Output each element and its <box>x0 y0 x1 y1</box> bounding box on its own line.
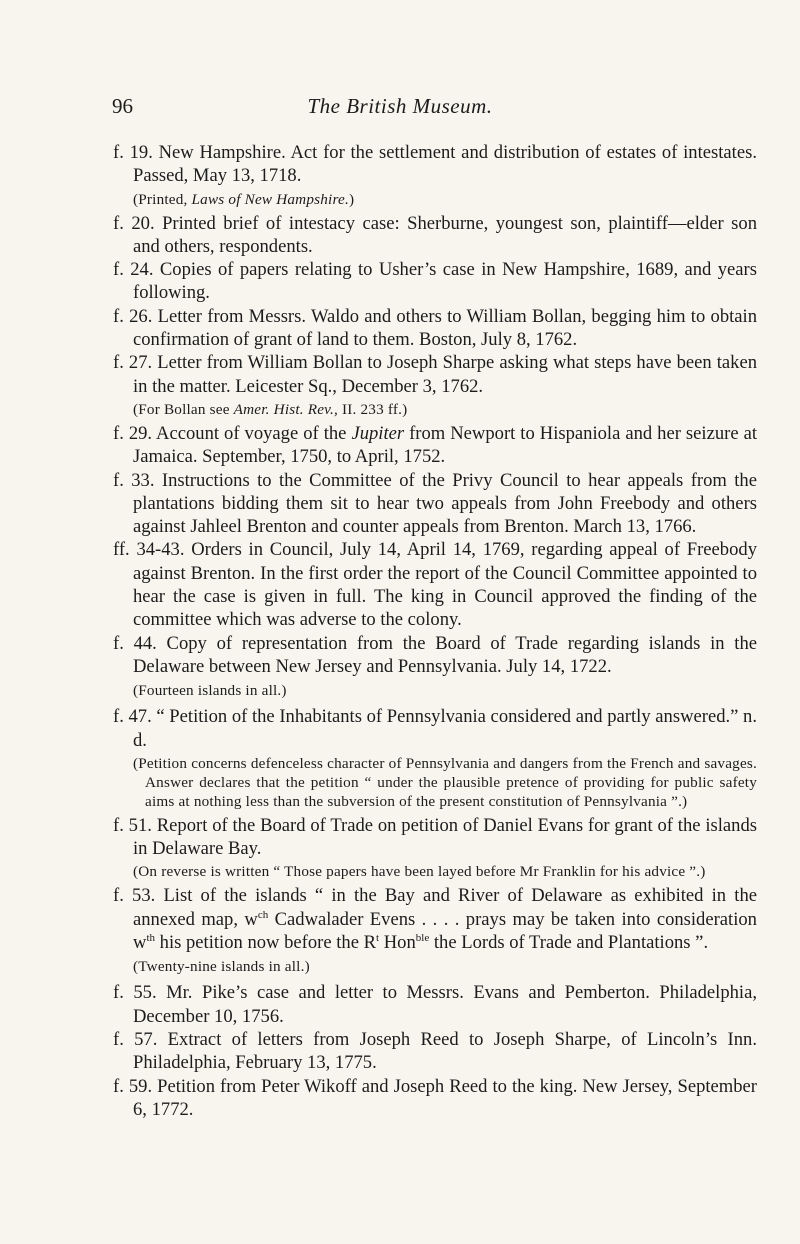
ship-name: Jupiter <box>351 422 405 444</box>
entry-ff34-43: ff. 34-43. Orders in Council, July 14, April 14, 1769, regarding appeal of Freebody against Brenton. In the first order the report of the Council Committee appointed to hear the case is given in full. The king in Council approved the finding of the committee which was adverse to the colony. <box>113 539 757 631</box>
page-number: 96 <box>112 94 133 118</box>
superscript: t <box>376 931 380 944</box>
entry-text: f. 29. Account of voyage of the <box>113 422 352 444</box>
entry-f26: f. 26. Letter from Messrs. Waldo and others to William Bollan, begging him to obtain confirmation of grant of land to them. Boston, July 8, 1762. <box>113 305 757 351</box>
entry-f29 <box>113 422 757 469</box>
note-text: (For Bollan see <box>133 400 234 418</box>
note-italic-title: Amer. Hist. Rev., <box>233 400 338 418</box>
entry-note-fourteen: (Fourteen islands in all.) <box>133 682 287 700</box>
entry-f47: f. 47. “ Petition of the Inhabitants of Pennsylvania considered and partly answered.” n. d. <box>113 706 757 751</box>
entry-text: f. 53. List of the islands “ in the Bay and River of Delaware as exhibited in the annexed map, w <box>113 885 757 930</box>
entry-note-petition: (Petition concerns defenceless character of Pennsylvania and dangers from the French and savages. Answer declares that the petition “ under the plausible pretence of providing for public safety aims at nothing less than the subversion of the present constitution of Pennsylvania ”.) <box>133 754 757 810</box>
note-text: (Printed, <box>133 190 192 208</box>
entry-f55: f. 55. Mr. Pike’s case and letter to Messrs. Evans and Pemberton. Philadelphia, December 10, 1756. <box>113 982 757 1027</box>
entry-note-reverse: (On reverse is written “ Those papers have been layed before Mr Franklin for his advice ”.) <box>133 863 706 881</box>
entry-text: his petition now before the R <box>155 932 377 954</box>
entry-note-bollan <box>113 400 757 419</box>
note-italic-title: Laws of New Hampshire. <box>191 190 349 208</box>
entry-list <box>113 141 757 1121</box>
running-title: The British Museum. <box>307 94 493 118</box>
entry-f24: f. 24. Copies of papers relating to Usher’s case in New Hampshire, 1689, and years following. <box>113 259 757 304</box>
entry-text: the Lords of Trade and Plantations ”. <box>429 932 709 954</box>
note-text: II. 233 ff.) <box>337 400 408 418</box>
entry-f51: f. 51. Report of the Board of Trade on petition of Daniel Evans for grant of the islands in Delaware Bay. <box>113 814 757 860</box>
entry-f59: f. 59. Petition from Peter Wikoff and Joseph Reed to the king. New Jersey, September 6, 1772. <box>113 1075 757 1120</box>
entry-f27: f. 27. Letter from William Bollan to Joseph Sharpe asking what steps have been taken in the matter. Leicester Sq., December 3, 1762. <box>113 352 757 397</box>
entry-f33: f. 33. Instructions to the Committee of the Privy Council to hear appeals from the plantations bidding them sit to hear two appeals from John Freebody and others against Jahleel Brenton and counter appeals from Brenton. March 13, 1766. <box>113 469 757 538</box>
entry-text: Cadwalader Evens . . . . prays may be taken into consideration w <box>133 908 757 954</box>
entry-note-printed <box>113 190 757 209</box>
superscript: th <box>146 931 155 944</box>
entry-f19: f. 19. New Hampshire. Act for the settlement and distribution of estates of intestates. Passed, May 13, 1718. <box>113 142 757 187</box>
superscript: ble <box>415 931 430 944</box>
entry-f20: f. 20. Printed brief of intestacy case: Sherburne, youngest son, plaintiff—elder son and others, respondents. <box>113 212 757 257</box>
entry-text: Hon <box>379 932 416 954</box>
superscript: ch <box>257 908 269 921</box>
entry-note-twentynine: (Twenty-nine islands in all.) <box>133 958 310 976</box>
entry-text: from Newport to Hispaniola and her seizure at Jamaica. September, 1750, to April, 1752. <box>133 422 757 468</box>
entry-f44: f. 44. Copy of representation from the Board of Trade regarding islands in the Delaware between New Jersey and Pennsylvania. July 14, 1722. <box>113 632 757 677</box>
entry-f53 <box>113 884 757 954</box>
page-header <box>0 94 800 124</box>
entry-f57: f. 57. Extract of letters from Joseph Reed to Joseph Sharpe, of Lincoln’s Inn. Philadelphia, February 13, 1775. <box>113 1028 757 1074</box>
note-text: ) <box>348 190 355 208</box>
